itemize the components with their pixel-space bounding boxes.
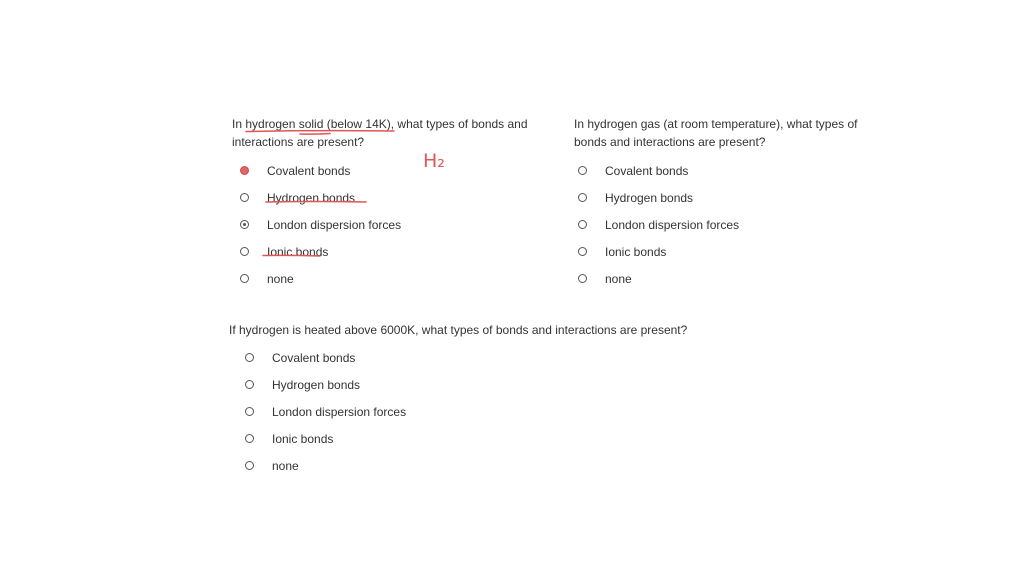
q2-option-london[interactable]: [574, 211, 884, 238]
radio-icon[interactable]: [245, 461, 254, 470]
option-label: Hydrogen bonds: [605, 190, 694, 205]
question-2-options: [574, 157, 884, 292]
option-label: none: [272, 458, 299, 473]
radio-icon[interactable]: [578, 193, 587, 202]
radio-icon[interactable]: [578, 274, 587, 283]
option-label: Hydrogen bonds: [267, 190, 356, 205]
question-3-text: If hydrogen is heated above 6000K, what types of bonds and interactions are present?: [229, 323, 688, 337]
radio-icon[interactable]: [578, 166, 587, 175]
question-3-options: [229, 344, 749, 479]
option-label: Ionic bonds: [267, 244, 329, 259]
q3-option-covalent[interactable]: [229, 344, 749, 371]
q2-option-ionic[interactable]: [574, 238, 884, 265]
question-2-text: In hydrogen gas (at room temperature), what types of bonds and interactions are present?: [574, 117, 858, 149]
option-label: London dispersion forces: [267, 217, 402, 232]
radio-icon[interactable]: [240, 247, 249, 256]
q1-option-london[interactable]: [232, 211, 552, 238]
radio-icon[interactable]: [240, 193, 249, 202]
q3-option-none[interactable]: [229, 452, 749, 479]
q3-option-london[interactable]: [229, 398, 749, 425]
option-label: none: [267, 271, 294, 286]
option-label: none: [605, 271, 632, 286]
option-label: Covalent bonds: [272, 350, 356, 365]
radio-icon[interactable]: [245, 434, 254, 443]
option-label: Covalent bonds: [605, 163, 689, 178]
option-label: Ionic bonds: [272, 431, 334, 446]
radio-icon[interactable]: [578, 220, 587, 229]
radio-icon[interactable]: [578, 247, 587, 256]
option-label: Hydrogen bonds: [272, 377, 361, 392]
radio-icon[interactable]: [245, 407, 254, 416]
option-label: London dispersion forces: [272, 404, 407, 419]
question-1: [232, 115, 552, 292]
radio-icon[interactable]: [240, 274, 249, 283]
q3-option-hydrogen[interactable]: [229, 371, 749, 398]
question-1-options: [232, 157, 552, 292]
h2-formula-annotation: H₂: [423, 150, 445, 172]
radio-marked-icon[interactable]: [240, 220, 249, 229]
q1-option-covalent[interactable]: [232, 157, 552, 184]
radio-selected-icon[interactable]: [240, 166, 249, 175]
q2-option-none[interactable]: [574, 265, 884, 292]
q1-option-none[interactable]: [232, 265, 552, 292]
question-2: [574, 115, 884, 292]
q1-option-ionic[interactable]: [232, 238, 552, 265]
option-label: Covalent bonds: [267, 163, 351, 178]
radio-icon[interactable]: [245, 353, 254, 362]
question-3: [229, 321, 749, 479]
question-1-text: In hydrogen solid (below 14K), what types of bonds and interactions are present?: [232, 117, 528, 149]
option-label: London dispersion forces: [605, 217, 740, 232]
option-label: Ionic bonds: [605, 244, 667, 259]
q3-option-ionic[interactable]: [229, 425, 749, 452]
radio-icon[interactable]: [245, 380, 254, 389]
q1-option-hydrogen[interactable]: [232, 184, 552, 211]
q2-option-covalent[interactable]: [574, 157, 884, 184]
q2-option-hydrogen[interactable]: [574, 184, 884, 211]
